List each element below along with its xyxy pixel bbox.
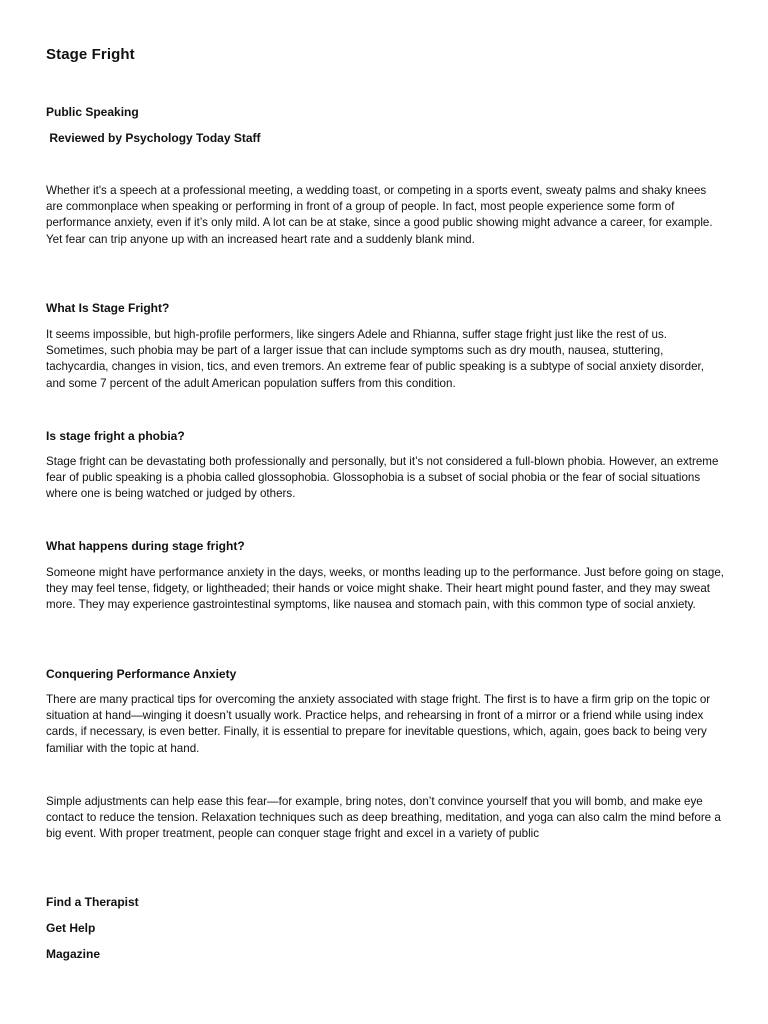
- section-heading: What happens during stage fright?: [46, 539, 245, 553]
- section-body: It seems impossible, but high-profile performers, like singers Adele and Rhianna, suffer stage fright just like the rest of us. Sometimes, such phobia may be part of a larger issue that can include symptoms such as dry mouth, nausea, stuttering, tachycardia, changes in vision, tics, and even tremors. An extreme fear of public speaking is a subtype of social anxiety disorder, and some 7 percent of the adult American population suffers from this condition.: [46, 328, 704, 390]
- subtitle: Public Speaking: [46, 105, 139, 119]
- section-body: Stage fright can be devastating both professionally and personally, but it’s not considered a full-blown phobia. However, an extreme fear of public speaking is a phobia called glossophobia. Glossophobia is a subset of social phobia or the fear of social situations where one is being watched or judged by others.: [46, 455, 719, 501]
- section-heading: What Is Stage Fright?: [46, 301, 170, 315]
- magazine-link[interactable]: Magazine: [46, 947, 101, 961]
- reviewed-by: Reviewed by Psychology Today Staff: [46, 131, 261, 145]
- get-help-link[interactable]: Get Help: [46, 921, 96, 935]
- section-body: There are many practical tips for overcoming the anxiety associated with stage fright. The first is to have a firm grip on the topic or situation at hand—winging it doesn’t usually work. Practice helps, and rehearsing in front of a mirror or a friend while using index cards, if necessary, is even better. Finally, it is essential to prepare for inevitable questions, which, again, goes back to being very familiar with the topic at hand.: [46, 693, 711, 755]
- closing-paragraph: Simple adjustments can help ease this fear—for example, bring notes, don’t convince yourself that you will bomb, and make eye contact to reduce the tension. Relaxation techniques such as deep breathing, meditation, and yoga can also calm the mind before a big event. With proper treatment, people can conquer stage fright and excel in a variety of public: [46, 795, 721, 841]
- find-therapist-link[interactable]: Find a Therapist: [46, 895, 139, 909]
- intro-paragraph: Whether it's a speech at a professional meeting, a wedding toast, or competing in a sports event, sweaty palms and shaky knees are commonplace when speaking or performing in front of a group of people. In fact, most people experience some form of performance anxiety, even if it’s only mild. A lot can be at stake, since a good public showing might advance a career, for example. Yet fear can trip anyone up with an increased heart rate and a suddenly blank mind.: [46, 184, 713, 246]
- section-body: Someone might have performance anxiety in the days, weeks, or months leading up to the performance. Just before going on stage, they may feel tense, fidgety, or lightheaded; their hands or voice might shake. Their heart might pound faster, and they may sweat more. They may experience gastrointestinal symptoms, like nausea and stomach pain, with this common type of social anxiety.: [46, 566, 724, 612]
- section-heading: Is stage fright a phobia?: [46, 429, 185, 443]
- page-title: Stage Fright: [46, 46, 135, 63]
- section-heading: Conquering Performance Anxiety: [46, 667, 237, 681]
